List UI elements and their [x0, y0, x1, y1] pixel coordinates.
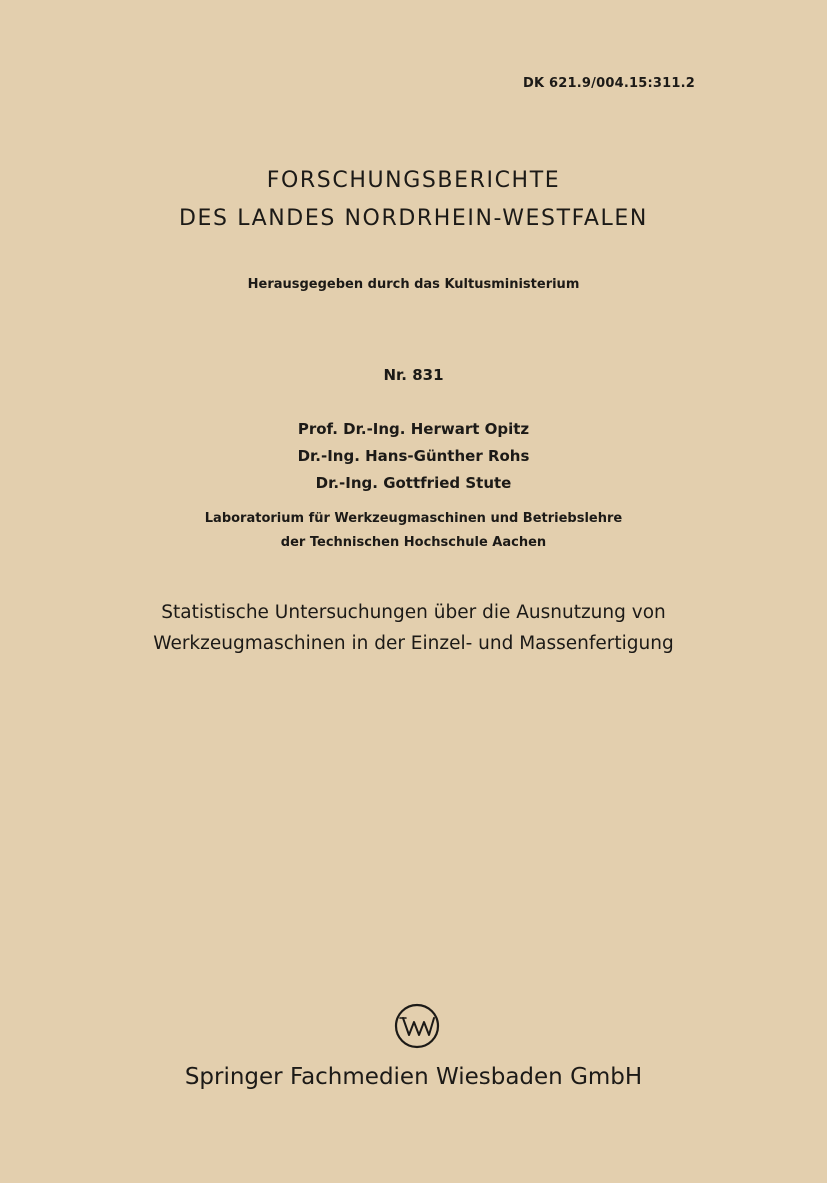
series-title-line-1: FORSCHUNGSBERICHTE	[266, 168, 561, 193]
author-1: Prof. Dr.-Ing. Herwart Opitz	[297, 420, 530, 438]
book-title-line-1: Statistische Untersuchungen über die Ausnutzung von	[161, 602, 666, 623]
author-2: Dr.-Ing. Hans-Günther Rohs	[297, 447, 530, 465]
report-number: Nr. 831	[383, 366, 444, 384]
institution-line-2: der Technischen Hochschule Aachen	[280, 535, 547, 550]
institution-line-1: Laboratorium für Werkzeugmaschinen und Betriebslehre	[204, 511, 623, 526]
editor-note: Herausgegeben durch das Kultusministerium	[247, 277, 580, 292]
author-3: Dr.-Ing. Gottfried Stute	[315, 474, 512, 492]
book-title-line-2: Werkzeugmaschinen in der Einzel- und Massenfertigung	[153, 633, 674, 654]
series-title-line-2: DES LANDES NORDRHEIN-WESTFALEN	[179, 206, 648, 231]
classification-code: DK 621.9/004.15:311.2	[523, 76, 695, 91]
publisher-logo-icon	[394, 1003, 440, 1049]
publisher-name: Springer Fachmedien Wiesbaden GmbH	[184, 1064, 643, 1090]
